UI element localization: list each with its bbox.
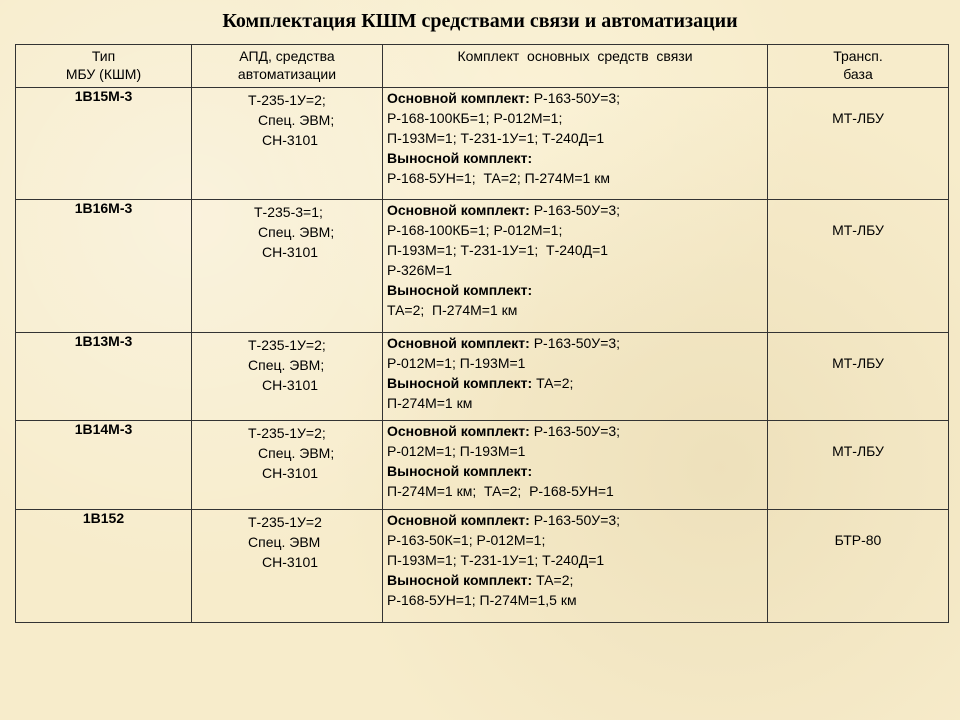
comm-set-line: [387, 570, 767, 590]
equipment-table: [15, 44, 949, 623]
type-label: 1В14М-3: [74, 421, 133, 437]
comm-set-text: ТА=2;: [536, 375, 574, 391]
comm-set-line: [387, 168, 767, 188]
comm-set-line: [387, 441, 767, 461]
comm-set-text: Р-163-50У=3;: [533, 202, 621, 218]
cell-type: [16, 510, 192, 623]
type-label: 1В152: [82, 510, 125, 526]
comm-set-line: [387, 300, 767, 320]
apd-line: СН-3101: [262, 554, 319, 570]
comm-set-line: [387, 510, 767, 530]
comm-set-heading: Основной комплект:: [387, 423, 534, 439]
comm-set-text: Р-168-100КБ=1; Р-012М=1;: [387, 222, 563, 238]
comm-set-text: Р-012М=1; П-193М=1: [387, 355, 526, 371]
comm-set-line: [387, 148, 767, 168]
header-type-line-1: Тип: [91, 48, 116, 64]
table-row: [16, 88, 949, 200]
apd-line: СН-3101: [262, 132, 319, 148]
comm-set-heading: Выносной комплект:: [387, 572, 537, 588]
apd-line: Т-235-1У=2: [248, 514, 322, 530]
cell-transport-base: [768, 510, 949, 623]
comm-set-line: [387, 393, 767, 413]
cell-comm-set: [383, 200, 768, 333]
header-base: [768, 45, 949, 88]
comm-set-text: П-193М=1; Т-231-1У=1; Т-240Д=1: [387, 242, 609, 258]
apd-line: Спец. ЭВМ;: [258, 445, 335, 461]
comm-set-text: Р-163-50У=3;: [533, 90, 621, 106]
comm-set-line: [387, 461, 767, 481]
header-base-line-2: база: [843, 66, 873, 82]
table-row: [16, 510, 949, 623]
comm-set-text: П-274М=1 км; ТА=2; Р-168-5УН=1: [387, 483, 614, 499]
table-row: [16, 200, 949, 333]
cell-type: [16, 333, 192, 421]
cell-comm-set: [383, 510, 768, 623]
apd-line: Спец. ЭВМ: [248, 534, 321, 550]
cell-type: [16, 88, 192, 200]
comm-set-text: Р-326М=1: [387, 262, 452, 278]
comm-set-heading: Выносной комплект:: [387, 150, 533, 166]
comm-set-line: [387, 550, 767, 570]
comm-set-line: [387, 220, 767, 240]
comm-set-text: ТА=2;: [536, 572, 574, 588]
comm-set-text: П-193М=1; Т-231-1У=1; Т-240Д=1: [387, 130, 605, 146]
comm-set-heading: Выносной комплект:: [387, 375, 537, 391]
apd-line: Т-235-3=1;: [254, 204, 323, 220]
comm-set-heading: Основной комплект:: [387, 512, 534, 528]
cell-transport-base: [768, 200, 949, 333]
comm-set-line: [387, 240, 767, 260]
cell-apd: [192, 333, 383, 421]
comm-set-text: Р-163-50У=3;: [533, 335, 621, 351]
comm-set-text: Р-012М=1; П-193М=1: [387, 443, 526, 459]
comm-set-heading: Выносной комплект:: [387, 463, 533, 479]
type-label: 1В13М-3: [74, 333, 133, 349]
header-set: [383, 45, 768, 88]
comm-set-line: [387, 88, 767, 108]
transport-base-label: МТ-ЛБУ: [832, 110, 884, 126]
cell-comm-set: [383, 421, 768, 510]
type-label: 1В15М-3: [74, 88, 133, 104]
comm-set-heading: Основной комплект:: [387, 335, 534, 351]
comm-set-line: [387, 260, 767, 280]
cell-comm-set: [383, 333, 768, 421]
comm-set-text: Р-163-50К=1; Р-012М=1;: [387, 532, 546, 548]
type-label: 1В16М-3: [74, 200, 133, 216]
apd-line: Т-235-1У=2;: [248, 337, 326, 353]
page-title: Комплектация КШМ средствами связи и автоматизации: [222, 10, 738, 32]
cell-comm-set: [383, 88, 768, 200]
apd-line: Спец. ЭВМ;: [258, 112, 335, 128]
cell-apd: [192, 88, 383, 200]
table-row: [16, 421, 949, 510]
comm-set-line: [387, 280, 767, 300]
comm-set-line: [387, 590, 767, 610]
header-type-line-2: МБУ (КШМ): [65, 66, 142, 82]
comm-set-heading: Основной комплект:: [387, 202, 534, 218]
apd-line: СН-3101: [262, 244, 319, 260]
cell-apd: [192, 200, 383, 333]
comm-set-line: [387, 333, 767, 353]
header-apd-line-2: автоматизации: [237, 66, 337, 82]
cell-type: [16, 200, 192, 333]
transport-base-label: БТР-80: [834, 532, 882, 548]
table-row: [16, 333, 949, 421]
apd-line: Спец. ЭВМ;: [258, 224, 335, 240]
comm-set-line: [387, 200, 767, 220]
apd-line: Спец. ЭВМ;: [248, 357, 325, 373]
transport-base-label: МТ-ЛБУ: [832, 222, 884, 238]
cell-apd: [192, 510, 383, 623]
header-base-line-1: Трансп.: [833, 48, 883, 64]
apd-line: СН-3101: [262, 465, 319, 481]
table-header-row: [16, 45, 949, 88]
comm-set-heading: Выносной комплект:: [387, 282, 533, 298]
comm-set-text: П-193М=1; Т-231-1У=1; Т-240Д=1: [387, 552, 605, 568]
apd-line: Т-235-1У=2;: [248, 425, 326, 441]
cell-transport-base: [768, 88, 949, 200]
comm-set-text: Р-163-50У=3;: [533, 423, 621, 439]
comm-set-line: [387, 373, 767, 393]
comm-set-line: [387, 481, 767, 501]
apd-line: Т-235-1У=2;: [248, 92, 326, 108]
cell-transport-base: [768, 333, 949, 421]
cell-type: [16, 421, 192, 510]
comm-set-line: [387, 530, 767, 550]
apd-line: СН-3101: [262, 377, 319, 393]
comm-set-line: [387, 421, 767, 441]
comm-set-heading: Основной комплект:: [387, 90, 534, 106]
header-apd: [192, 45, 383, 88]
comm-set-line: [387, 128, 767, 148]
comm-set-text: Р-168-5УН=1; ТА=2; П-274М=1 км: [387, 170, 610, 186]
header-set-line-1: Комплект основных средств связи: [457, 48, 693, 64]
comm-set-text: Р-168-100КБ=1; Р-012М=1;: [387, 110, 563, 126]
header-apd-line-1: АПД, средства: [239, 48, 335, 64]
header-type: [16, 45, 192, 88]
transport-base-label: МТ-ЛБУ: [832, 443, 884, 459]
comm-set-text: Р-163-50У=3;: [533, 512, 621, 528]
comm-set-line: [387, 353, 767, 373]
comm-set-text: П-274М=1 км: [387, 395, 473, 411]
comm-set-text: Р-168-5УН=1; П-274М=1,5 км: [387, 592, 577, 608]
cell-apd: [192, 421, 383, 510]
comm-set-text: ТА=2; П-274М=1 км: [387, 302, 518, 318]
cell-transport-base: [768, 421, 949, 510]
comm-set-line: [387, 108, 767, 128]
transport-base-label: МТ-ЛБУ: [832, 355, 884, 371]
